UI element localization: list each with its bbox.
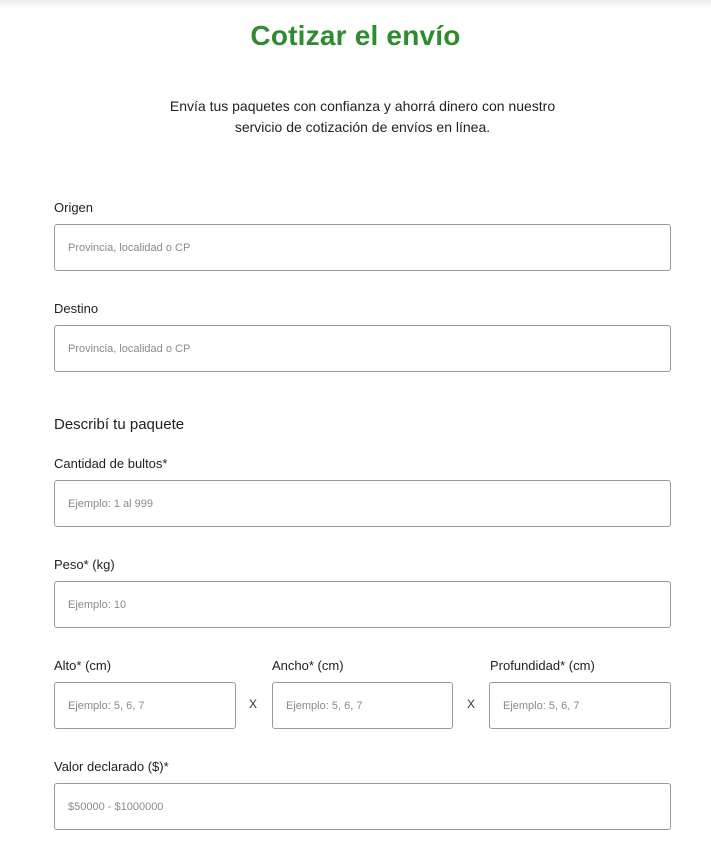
width-label: Ancho* (cm) bbox=[272, 658, 344, 673]
origin-label: Origen bbox=[54, 200, 94, 215]
destination-input[interactable] bbox=[54, 325, 671, 372]
declared-value-label: Valor declarado ($)* bbox=[54, 759, 169, 774]
dimension-separator-1: X bbox=[249, 697, 258, 711]
quantity-label: Cantidad de bultos* bbox=[54, 456, 168, 471]
depth-label: Profundidad* (cm) bbox=[490, 658, 595, 673]
depth-input[interactable] bbox=[489, 682, 671, 729]
width-input[interactable] bbox=[272, 682, 453, 729]
page-title: Cotizar el envío bbox=[250, 20, 461, 51]
weight-label: Peso* (kg) bbox=[54, 557, 115, 572]
weight-input[interactable] bbox=[54, 581, 671, 628]
dimension-separator-2: X bbox=[467, 697, 476, 711]
height-input[interactable] bbox=[54, 682, 236, 729]
height-label: Alto* (cm) bbox=[54, 658, 112, 673]
top-shadow bbox=[0, 0, 711, 8]
intro-text: Envía tus paquetes con confianza y ahorrá dinero con nuestro servicio de cotización de envíos en línea. bbox=[169, 98, 556, 135]
declared-value-input[interactable] bbox=[54, 783, 671, 830]
package-section-title: Describí tu paquete bbox=[54, 416, 185, 433]
destination-label: Destino bbox=[54, 301, 99, 316]
origin-input[interactable] bbox=[54, 224, 671, 271]
quantity-input[interactable] bbox=[54, 480, 671, 527]
